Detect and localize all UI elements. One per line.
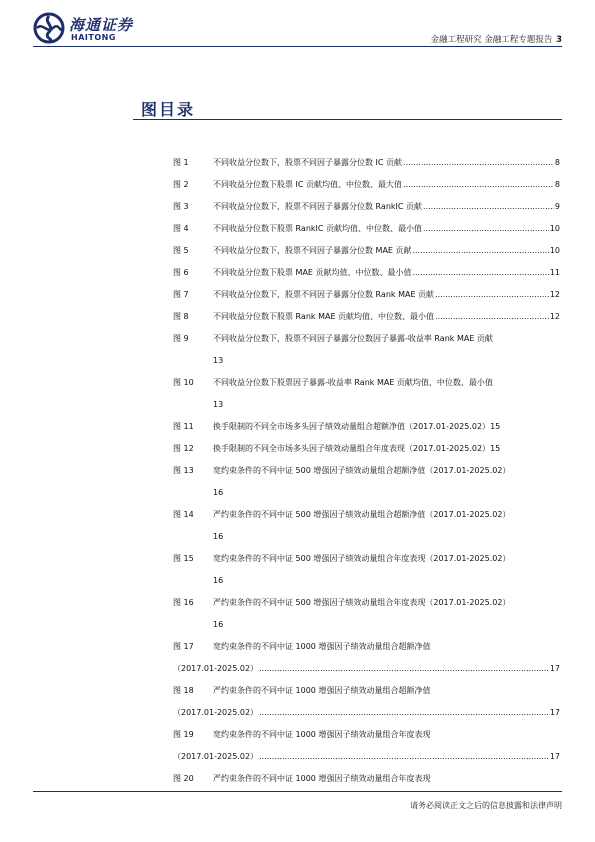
logo-chinese-text: 海通证券 — [69, 16, 134, 34]
toc-entry-number: 图 7 — [173, 290, 189, 299]
toc-entry-number: 图 16 — [173, 598, 194, 607]
toc-entry-number: 图 11 — [173, 422, 194, 431]
toc-entry[interactable] — [173, 262, 560, 284]
logo-english-text: HAITONG — [71, 33, 116, 42]
footer-divider — [33, 791, 562, 792]
toc-entry-title: 宽约束条件的不同中证 500 增强因子绩效动量组合超额净值（2017.01-2025.02） — [213, 466, 511, 475]
toc-entry-number: 图 13 — [173, 466, 194, 475]
figure-list — [173, 152, 560, 790]
toc-entry-number: 图 18 — [173, 686, 194, 695]
toc-entry-title: 宽约束条件的不同中证 500 增强因子绩效动量组合年度表现（2017.01-2025.02） — [213, 554, 511, 563]
toc-entry-page: 16 — [213, 576, 224, 585]
toc-entry[interactable] — [173, 768, 560, 790]
toc-entry-title: 不同收益分位数下股票 RankIC 贡献均值、中位数、最小值 — [213, 224, 423, 233]
toc-leader-dots — [403, 152, 554, 174]
toc-entry[interactable] — [173, 372, 560, 416]
toc-entry-page: 16 — [213, 532, 224, 541]
toc-entry[interactable] — [173, 328, 560, 372]
toc-leader-dots — [403, 174, 554, 196]
toc-entry-title: 不同收益分位数下股票 Rank MAE 贡献均值、中位数、最小值 — [213, 312, 435, 321]
toc-entry-title: 不同收益分位数下，股票不同因子暴露分位数 MAE 贡献 — [213, 246, 412, 255]
toc-entry-number: 图 20 — [173, 774, 194, 783]
toc-entry[interactable] — [173, 724, 560, 768]
toc-entry-page: 16 — [213, 620, 224, 629]
toc-entry[interactable] — [173, 306, 560, 328]
toc-leader-dots — [259, 702, 549, 724]
toc-entry[interactable] — [173, 636, 560, 680]
toc-entry-number: 图 5 — [173, 246, 189, 255]
toc-entry-number: 图 3 — [173, 202, 189, 211]
toc-entry-title: 严约束条件的不同中证 500 增强因子绩效动量组合超额净值（2017.01-2025.02） — [213, 510, 511, 519]
toc-entry[interactable] — [173, 592, 560, 636]
toc-entry-title-tail: （2017.01-2025.02） — [173, 752, 259, 761]
footer-disclaimer: 请务必阅读正文之后的信息披露和法律声明 — [410, 801, 562, 810]
toc-leader-dots — [435, 284, 549, 306]
toc-entry[interactable] — [173, 152, 560, 174]
toc-leader-dots — [413, 240, 549, 262]
toc-entry-page: 11 — [549, 268, 560, 277]
toc-entry-number: 图 14 — [173, 510, 194, 519]
toc-entry-title: 不同收益分位数下，股票不同因子暴露分位数 Rank MAE 贡献 — [213, 290, 435, 299]
toc-entry-title: 宽约束条件的不同中证 1000 增强因子绩效动量组合年度表现 — [213, 730, 431, 739]
toc-entry[interactable] — [173, 174, 560, 196]
header-page-number: 3 — [556, 35, 562, 45]
toc-entry-title-tail: （2017.01-2025.02） — [173, 708, 259, 717]
toc-title-rule — [133, 119, 562, 120]
toc-entry-number: 图 9 — [173, 334, 189, 343]
toc-leader-dots — [423, 196, 554, 218]
toc-entry[interactable] — [173, 504, 560, 548]
toc-entry-page: 15 — [490, 444, 501, 453]
toc-entry-title: 不同收益分位数下，股票不同因子暴露分位数 RankIC 贡献 — [213, 202, 423, 211]
toc-entry[interactable] — [173, 196, 560, 218]
toc-entry-title: 换手限制的不同全市场多头因子绩效动量组合年度表现（2017.01-2025.02） — [213, 444, 491, 453]
toc-entry-title: 严约束条件的不同中证 1000 增强因子绩效动量组合年度表现 — [213, 774, 431, 783]
toc-entry-title: 换手限制的不同全市场多头因子绩效动量组合超额净值（2017.01-2025.02） — [213, 422, 491, 431]
toc-entry-number: 图 10 — [173, 378, 194, 387]
toc-entry[interactable] — [173, 284, 560, 306]
toc-entry-page: 12 — [549, 290, 560, 299]
toc-entry-page: 13 — [213, 356, 224, 365]
toc-entry-page: 10 — [549, 224, 560, 233]
toc-entry-title: 不同收益分位数下，股票不同因子暴露分位数因子暴露-收益率 Rank MAE 贡献 — [213, 334, 493, 343]
toc-entry-page: 10 — [549, 246, 560, 255]
toc-entry[interactable] — [173, 460, 560, 504]
toc-leader-dots — [435, 306, 549, 328]
toc-leader-dots — [423, 218, 549, 240]
toc-entry-number: 图 15 — [173, 554, 194, 563]
toc-entry-number: 图 1 — [173, 158, 189, 167]
toc-entry-number: 图 4 — [173, 224, 189, 233]
toc-entry-page: 15 — [490, 422, 501, 431]
toc-entry-page: 17 — [549, 664, 560, 673]
toc-entry-number: 图 2 — [173, 180, 189, 189]
toc-entry-title: 严约束条件的不同中证 500 增强因子绩效动量组合年度表现（2017.01-2025.02） — [213, 598, 511, 607]
toc-entry-page: 8 — [554, 158, 560, 167]
toc-entry-title: 严约束条件的不同中证 1000 增强因子绩效动量组合超额净值 — [213, 686, 431, 695]
toc-entry[interactable] — [173, 680, 560, 724]
toc-entry-title: 宽约束条件的不同中证 1000 增强因子绩效动量组合超额净值 — [213, 642, 431, 651]
header-right — [431, 33, 562, 45]
haitong-logo — [33, 12, 163, 44]
header-divider — [33, 46, 562, 47]
toc-entry-number: 图 8 — [173, 312, 189, 321]
toc-entry-page: 13 — [213, 400, 224, 409]
toc-entry-number: 图 17 — [173, 642, 194, 651]
toc-leader-dots — [413, 262, 549, 284]
toc-entry[interactable] — [173, 240, 560, 262]
toc-entry-page: 12 — [549, 312, 560, 321]
toc-entry-number: 图 19 — [173, 730, 194, 739]
toc-entry[interactable] — [173, 218, 560, 240]
toc-entry-page: 17 — [549, 752, 560, 761]
toc-entry-title: 不同收益分位数下，股票不同因子暴露分位数 IC 贡献 — [213, 158, 403, 167]
toc-entry[interactable] — [173, 438, 560, 460]
toc-entry-number: 图 6 — [173, 268, 189, 277]
toc-entry[interactable] — [173, 548, 560, 592]
toc-entry-number: 图 12 — [173, 444, 194, 453]
toc-entry-title: 不同收益分位数下股票因子暴露-收益率 Rank MAE 贡献均值、中位数、最小值 — [213, 378, 493, 387]
toc-leader-dots — [259, 746, 549, 768]
toc-entry-page: 9 — [554, 202, 560, 211]
toc-entry-page: 17 — [549, 708, 560, 717]
toc-entry-title: 不同收益分位数下股票 MAE 贡献均值、中位数、最小值 — [213, 268, 412, 277]
header-section-text: 金融工程研究 金融工程专题报告 — [430, 35, 553, 45]
toc-entry-title-tail: （2017.01-2025.02） — [173, 664, 259, 673]
toc-entry-page: 16 — [213, 488, 224, 497]
toc-title: 图目录 — [141, 100, 196, 119]
toc-entry-title: 不同收益分位数下股票 IC 贡献均值、中位数、最大值 — [213, 180, 403, 189]
toc-entry[interactable] — [173, 416, 560, 438]
toc-leader-dots — [259, 658, 549, 680]
toc-entry-page: 8 — [554, 180, 560, 189]
haitong-logo-icon — [33, 12, 65, 44]
